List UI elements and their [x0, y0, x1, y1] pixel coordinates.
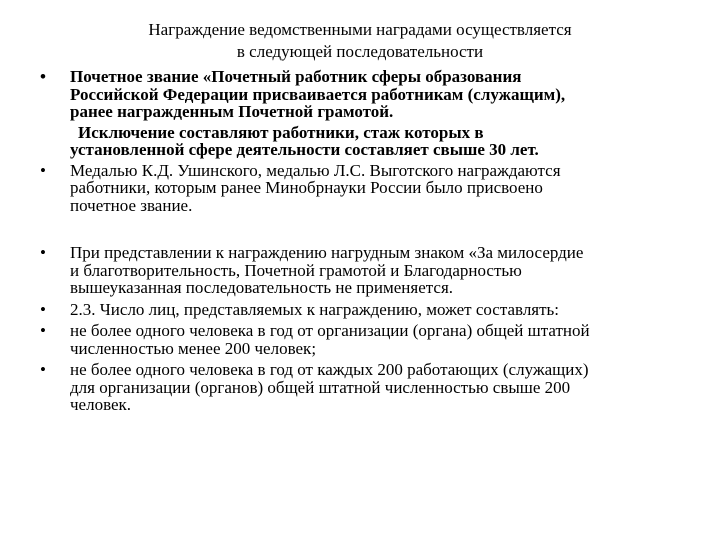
- list-item-line: для организации (органов) общей штатной численностью свыше 200: [70, 377, 571, 397]
- list-item-line: не более одного человека в год от организации (органа) общей штатной: [70, 321, 590, 340]
- list-item-count-of-persons: [40, 301, 700, 319]
- list-item-medals: [40, 162, 700, 215]
- list-item-line: работники, которым ранее Минобрнауки России было присвоено: [70, 178, 543, 197]
- list-item-line: почетное звание.: [70, 195, 193, 215]
- list-item-line: ранее награжденным Почетной грамотой.: [70, 102, 394, 121]
- bullet-icon: •: [40, 360, 46, 379]
- list-item-line: Почетное звание «Почетный работник сферы образования: [70, 67, 522, 86]
- bullet-icon: •: [40, 67, 46, 86]
- list-item-honorary-title: [40, 68, 700, 121]
- list-item-limit-under-200: [40, 322, 700, 357]
- list-item-line: Исключение составляют работники, стаж которых в: [78, 122, 484, 142]
- list-item-line: не более одного человека в год от каждых 200 работающих (служащих): [70, 360, 589, 379]
- list-item-line: установленной сфере деятельности составляет свыше 30 лет.: [70, 140, 539, 159]
- list-item-line: При представлении к награждению нагрудным знаком «За милосердие: [70, 243, 584, 262]
- list-item-line: 2.3. Число лиц, представляемых к награждению, может составлять:: [70, 299, 560, 319]
- title-line-2: в следующей последовательности: [236, 42, 484, 61]
- bullet-icon: •: [40, 299, 46, 319]
- list-item-line: вышеуказанная последовательность не применяется.: [70, 278, 454, 297]
- slide-title: [0, 19, 720, 63]
- bullet-icon: •: [40, 321, 46, 340]
- list-item-line: человек.: [70, 395, 132, 414]
- list-item-limit-per-200: [40, 361, 700, 414]
- list-item-exception: [40, 124, 700, 159]
- bullet-list: [40, 68, 700, 414]
- list-item-line: Российской Федерации присваивается работникам (служащим),: [70, 84, 566, 104]
- bullet-icon: •: [40, 243, 46, 262]
- title-line-1: Награждение ведомственными наградами осуществляется: [148, 20, 572, 39]
- list-item-mercy-badge: [40, 244, 700, 297]
- bullet-icon: •: [40, 160, 46, 180]
- list-item-line: численностью менее 200 человек;: [70, 338, 317, 358]
- list-item-line: и благотворительность, Почетной грамотой и Благодарностью: [70, 260, 522, 280]
- list-item-line: Медалью К.Д. Ушинского, медалью Л.С. Выготского награждаются: [70, 160, 561, 180]
